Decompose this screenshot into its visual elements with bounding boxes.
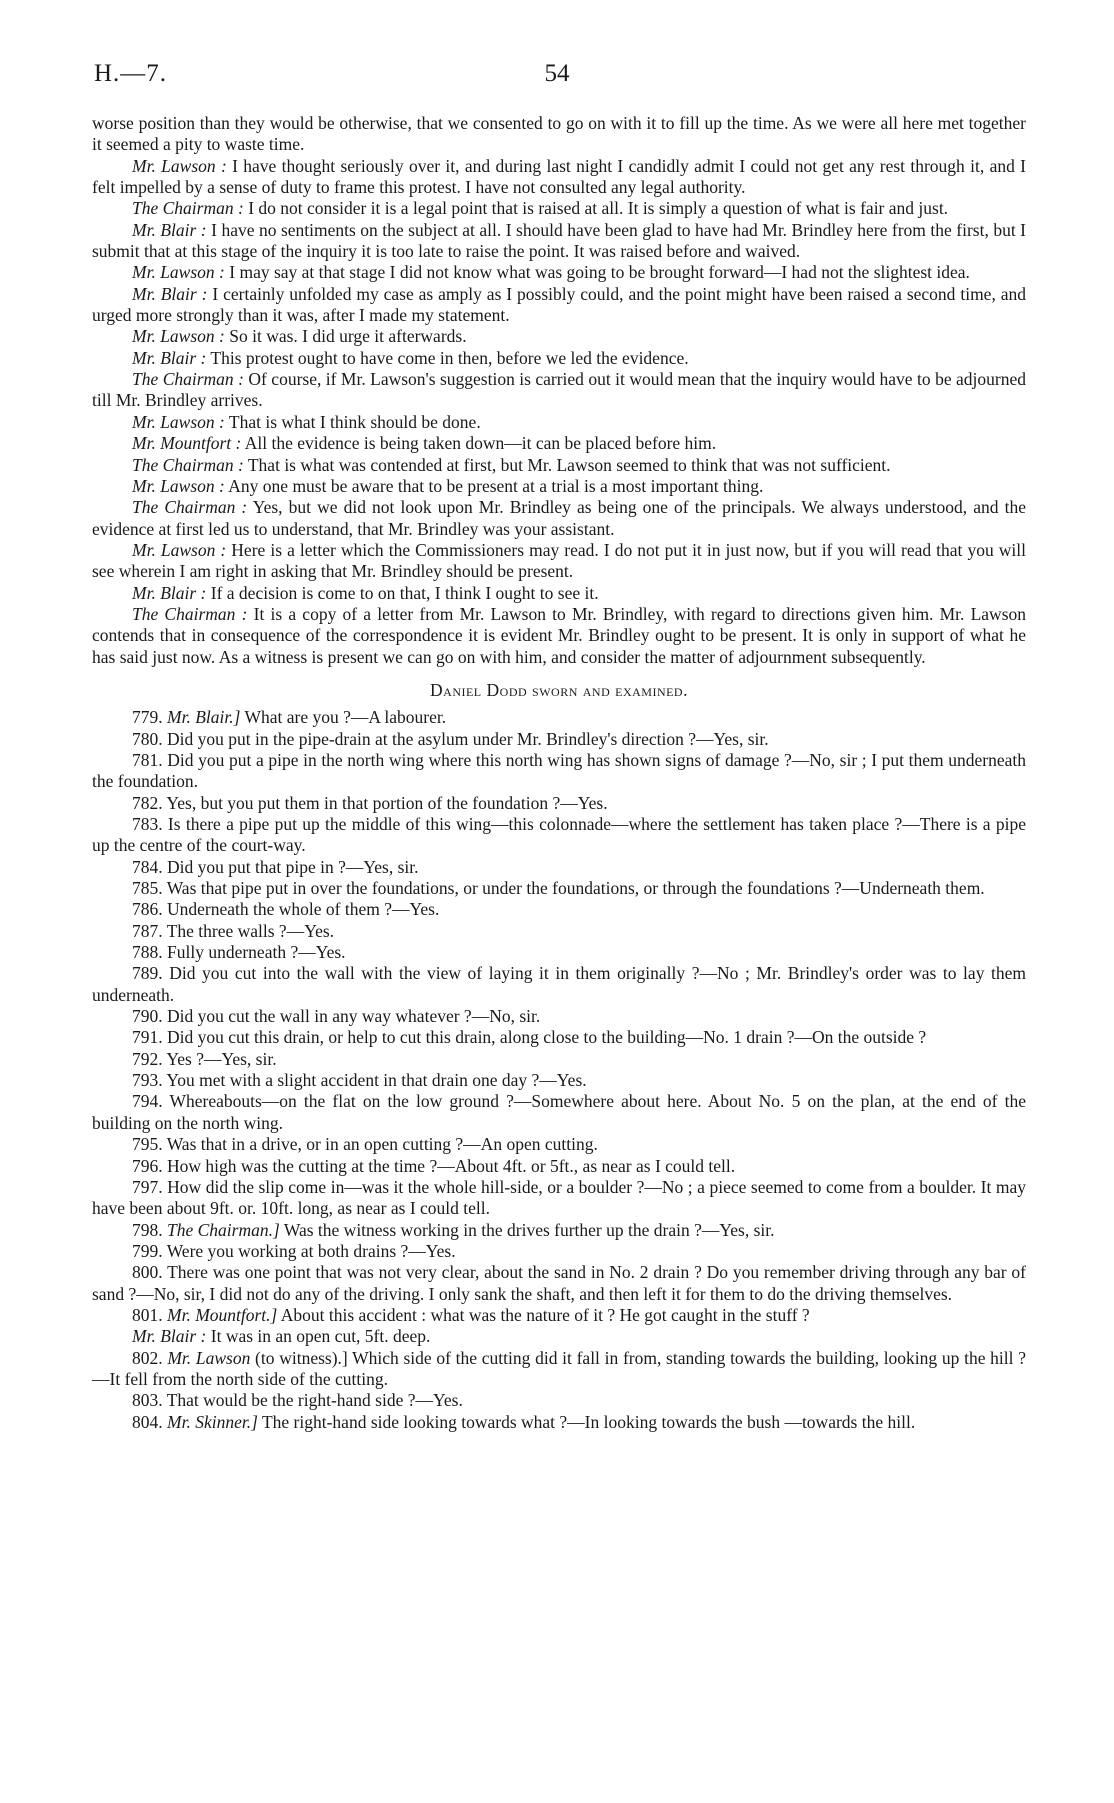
paragraph-text: Was the witness working in the drives further up the drain ?—Yes, sir. [279,1219,775,1240]
paragraph [92,1262,1026,1305]
paragraph-text: Did you put a pipe in the north wing where this north wing has shown signs of damage ?—No, sir ; I put them underneath the foundation. [92,749,1027,792]
paragraph [92,455,1026,476]
speaker-name: Mr. Mountfort.] [167,1304,278,1325]
speaker-name: Mr. Mountfort : [132,433,242,454]
paragraph [92,540,1026,583]
paragraph [92,198,1026,219]
paragraph [92,604,1026,668]
paragraph-text: Yes, but we did not look upon Mr. Brindley as being one of the principals. We always understood, and the evidence at first led us to understand, that Mr. Brindley was your assistant. [92,497,1026,539]
paragraph-text: I have thought seriously over it, and during last night I candidly admit I could not get any rest through it, and I felt impelled by a sense of duty to frame this protest. I have not consulted any legal authority. [92,155,1026,198]
paragraph-text: Whereabouts—on the flat on the low ground ?—Somewhere about here. About No. 5 on the plan, at the end of the building on the north wing. [92,1091,1027,1133]
paragraph-text: The three walls ?—Yes. [166,920,335,941]
paragraph-text: That is what I think should be done. [224,411,481,432]
paragraph-text: Here is a letter which the Commissioners may read. I do not put it in just now, but if you will read that you will see wherein I am right in asking that Mr. Brindley should be present. [92,539,1027,582]
paragraph-text: Yes, but you put them in that portion of the foundation ?—Yes. [166,792,608,813]
paragraph [92,583,1026,604]
question-number: 796. [132,1155,163,1176]
speaker-name: The Chairman.] [167,1219,280,1240]
question-number: 803. [132,1390,163,1411]
paragraph [92,284,1026,327]
paragraph [92,1156,1026,1177]
speaker-name: Mr. Blair.] [167,707,241,728]
paragraph-text: It was in an open cut, 5ft. deep. [206,1326,431,1347]
section-heading: Daniel Dodd sworn and examined. [430,679,688,700]
question-number: 801. [132,1304,163,1325]
question-number: 804. [132,1411,163,1432]
speaker-name: Mr. Blair : [132,219,207,240]
speaker-name: Mr. Blair : [132,582,207,603]
paragraph-text: How high was the cutting at the time ?—About 4ft. or 5ft., as near as I could tell. [167,1155,736,1176]
paragraph-text: That is what was contended at first, but Mr. Lawson seemed to think that was not sufficient. [243,454,891,475]
paragraph [92,1006,1026,1027]
discussion-paragraphs [92,113,1026,668]
paragraph [92,497,1026,540]
paragraph [92,729,1026,750]
paragraph [92,899,1026,920]
paragraph-text: Did you put that pipe in ?—Yes, sir. [167,856,419,877]
speaker-name: The Chairman : [132,454,244,475]
question-number: 800. [132,1262,163,1283]
speaker-name: The Chairman : [132,603,248,624]
question-number: 799. [132,1240,163,1261]
paragraph-text: worse position than they would be otherwise, that we consented to go on with it to fill up the time. As we were all here met together it seemed a pity to waste time. [92,113,1026,155]
paragraph [92,1070,1026,1091]
paragraph-text: The right-hand side looking towards what ?—In looking towards the bush —towards the hill. [257,1411,916,1432]
paragraph-text: How did the slip come in—was it the whole hill-side, or a boulder ?—No ; a piece seemed to come from a boulder. It may have been about 9ft. or. 10ft. long, as near as I could tell. [92,1176,1026,1219]
paragraph-text: Of course, if Mr. Lawson's suggestion is carried out it would mean that the inquiry would have to be adjourned till Mr. Brindley arrives. [92,369,1026,411]
page-header [94,60,1020,90]
paragraph [92,1049,1026,1070]
page-body [92,113,1026,1433]
paragraph [92,326,1026,347]
examination-questions [92,707,1026,1433]
paragraph-text: I may say at that stage I did not know what was going to be brought forward—I had not the slightest idea. [224,262,970,283]
paragraph-text: It is a copy of a letter from Mr. Lawson to Mr. Brindley, with regard to directions given him. Mr. Lawson contends that in consequence of the correspondence it is evident Mr. Brindley ought to be present. It is only in support of what he has said just now. As a witness is present we can go on with him, and consider the matter of adjournment subsequently. [92,603,1027,667]
paragraph [92,433,1026,454]
paragraph [92,1412,1026,1433]
paragraph-text: You met with a slight accident in that drain one day ?—Yes. [166,1070,587,1091]
paragraph-text: Was that pipe put in over the foundations, or under the foundations, or through the foundations ?—Underneath them. [166,878,985,899]
paragraph-text: About this accident : what was the nature of it ? He got caught in the stuff ? [277,1304,810,1325]
question-number: 782. [132,792,163,813]
speaker-name: Mr. Lawson : [132,539,227,560]
paragraph [92,857,1026,878]
paragraph [92,963,1026,1006]
speaker-name: Mr. Blair : [132,347,207,368]
paragraph [92,369,1026,412]
paragraph-text: Yes ?—Yes, sir. [166,1048,277,1069]
paragraph [92,793,1026,814]
paragraph-text: There was one point that was not very clear, about the sand in No. 2 drain ? Do you remember driving through any bar of sand ?—No, sir, I did not do any of the driving. I only sank the shaft, and then left it for them to do the driving themselves. [92,1262,1026,1304]
speaker-name: The Chairman : [132,198,244,219]
page-number: 54 [544,60,570,87]
speaker-name: Mr. Lawson : [132,262,225,283]
question-number: 785. [132,878,163,899]
paragraph [92,113,1026,156]
paragraph-text: Did you put in the pipe-drain at the asylum under Mr. Brindley's direction ?—Yes, sir. [167,728,769,749]
paragraph [92,750,1026,793]
paragraph-text: Fully underneath ?—Yes. [167,942,346,963]
question-number: 786. [132,899,163,920]
paragraph-text: So it was. I did urge it afterwards. [224,326,467,347]
paragraph [92,878,1026,899]
paragraph [92,476,1026,497]
paragraph [92,942,1026,963]
question-number: 798. [132,1219,163,1240]
speaker-name: Mr. Lawson : [132,326,225,347]
question-number: 779. [132,707,163,728]
paragraph [92,1390,1026,1411]
question-number: 789. [132,963,163,984]
question-number: 787. [132,920,163,941]
paragraph [92,1091,1026,1134]
paragraph-text: Did you cut the wall in any way whatever ?—No, sir. [167,1006,541,1027]
paragraph [92,348,1026,369]
paragraph-text: Did you cut this drain, or help to cut this drain, along close to the building—No. 1 drain ?—On the outside ? [167,1027,927,1048]
speaker-name: The Chairman : [132,369,244,390]
paragraph [92,814,1026,857]
paragraph [92,921,1026,942]
question-number: 783. [132,814,163,834]
speaker-name: Mr. Blair : [132,1326,207,1347]
paragraph [92,1027,1026,1048]
paragraph-text: I have no sentiments on the subject at all. I should have been glad to have had Mr. Brindley here from the first, but I submit that at this stage of the inquiry it is too late to raise the point. It was raised before and waived. [92,219,1027,262]
speaker-name: Mr. Skinner.] [167,1411,258,1432]
speaker-name: Mr. Blair : [132,283,208,304]
question-number: 802. [132,1347,163,1368]
question-number: 793. [132,1070,163,1091]
paragraph-text: If a decision is come to on that, I think I ought to see it. [206,582,599,603]
speaker-name: Mr. Lawson [167,1347,251,1368]
paragraph [92,1305,1026,1326]
paragraph-text: This protest ought to have come in then, before we led the evidence. [206,347,689,368]
paragraph-text: Underneath the whole of them ?—Yes. [167,899,440,920]
paragraph-text: That would be the right-hand side ?—Yes. [166,1390,463,1411]
paragraph [92,1348,1026,1391]
paragraph [92,707,1026,728]
question-number: 780. [132,728,163,749]
speaker-name: Mr. Lawson : [132,475,225,496]
paragraph-text: Did you cut into the wall with the view of laying it in them originally ?—No ; Mr. Brindley's order was to lay them underneath. [92,963,1027,1005]
paragraph-text: I do not consider it is a legal point that is raised at all. It is simply a question of what is fair and just. [243,198,949,219]
question-number: 784. [132,856,163,877]
speaker-name: Mr. Lawson : [132,155,227,176]
question-number: 791. [132,1027,163,1048]
paragraph-text: What are you ?—A labourer. [240,707,447,728]
question-number: 797. [132,1176,163,1197]
paragraph-text: Any one must be aware that to be present at a trial is a most important thing. [224,475,764,496]
paragraph [92,220,1026,263]
paragraph-text: All the evidence is being taken down—it can be placed before him. [241,433,717,454]
speaker-name: The Chairman : [132,497,248,518]
speaker-name: Mr. Lawson : [132,411,225,432]
paragraph-text: (to witness).] Which side of the cutting did it fall in from, standing towards the building, looking up the hill ?—It fell from the north side of the cutting. [92,1347,1026,1389]
question-number: 790. [132,1006,163,1027]
paragraph [92,1177,1026,1220]
paragraph [92,1326,1026,1347]
question-number: 794. [132,1091,163,1112]
paragraph-text: I certainly unfolded my case as amply as I possibly could, and the point might have been raised a second time, and urged more strongly than it was, after I made my statement. [92,283,1027,326]
paragraph-text: Was that in a drive, or in an open cutting ?—An open cutting. [166,1134,598,1155]
paragraph [92,1241,1026,1262]
paragraph-text: Is there a pipe put up the middle of this wing—this colonnade—where the settlement has taken place ?—There is a pipe up the centre of the court-way. [92,814,1026,856]
question-number: 792. [132,1048,163,1069]
paragraph [92,262,1026,283]
paragraph [92,1134,1026,1155]
question-number: 795. [132,1134,163,1155]
document-id: H.—7. [94,60,168,87]
paragraph-text: Were you working at both drains ?—Yes. [166,1240,456,1261]
paragraph [92,156,1026,199]
paragraph [92,412,1026,433]
paragraph [92,1220,1026,1241]
question-number: 788. [132,942,163,963]
question-number: 781. [132,749,163,770]
